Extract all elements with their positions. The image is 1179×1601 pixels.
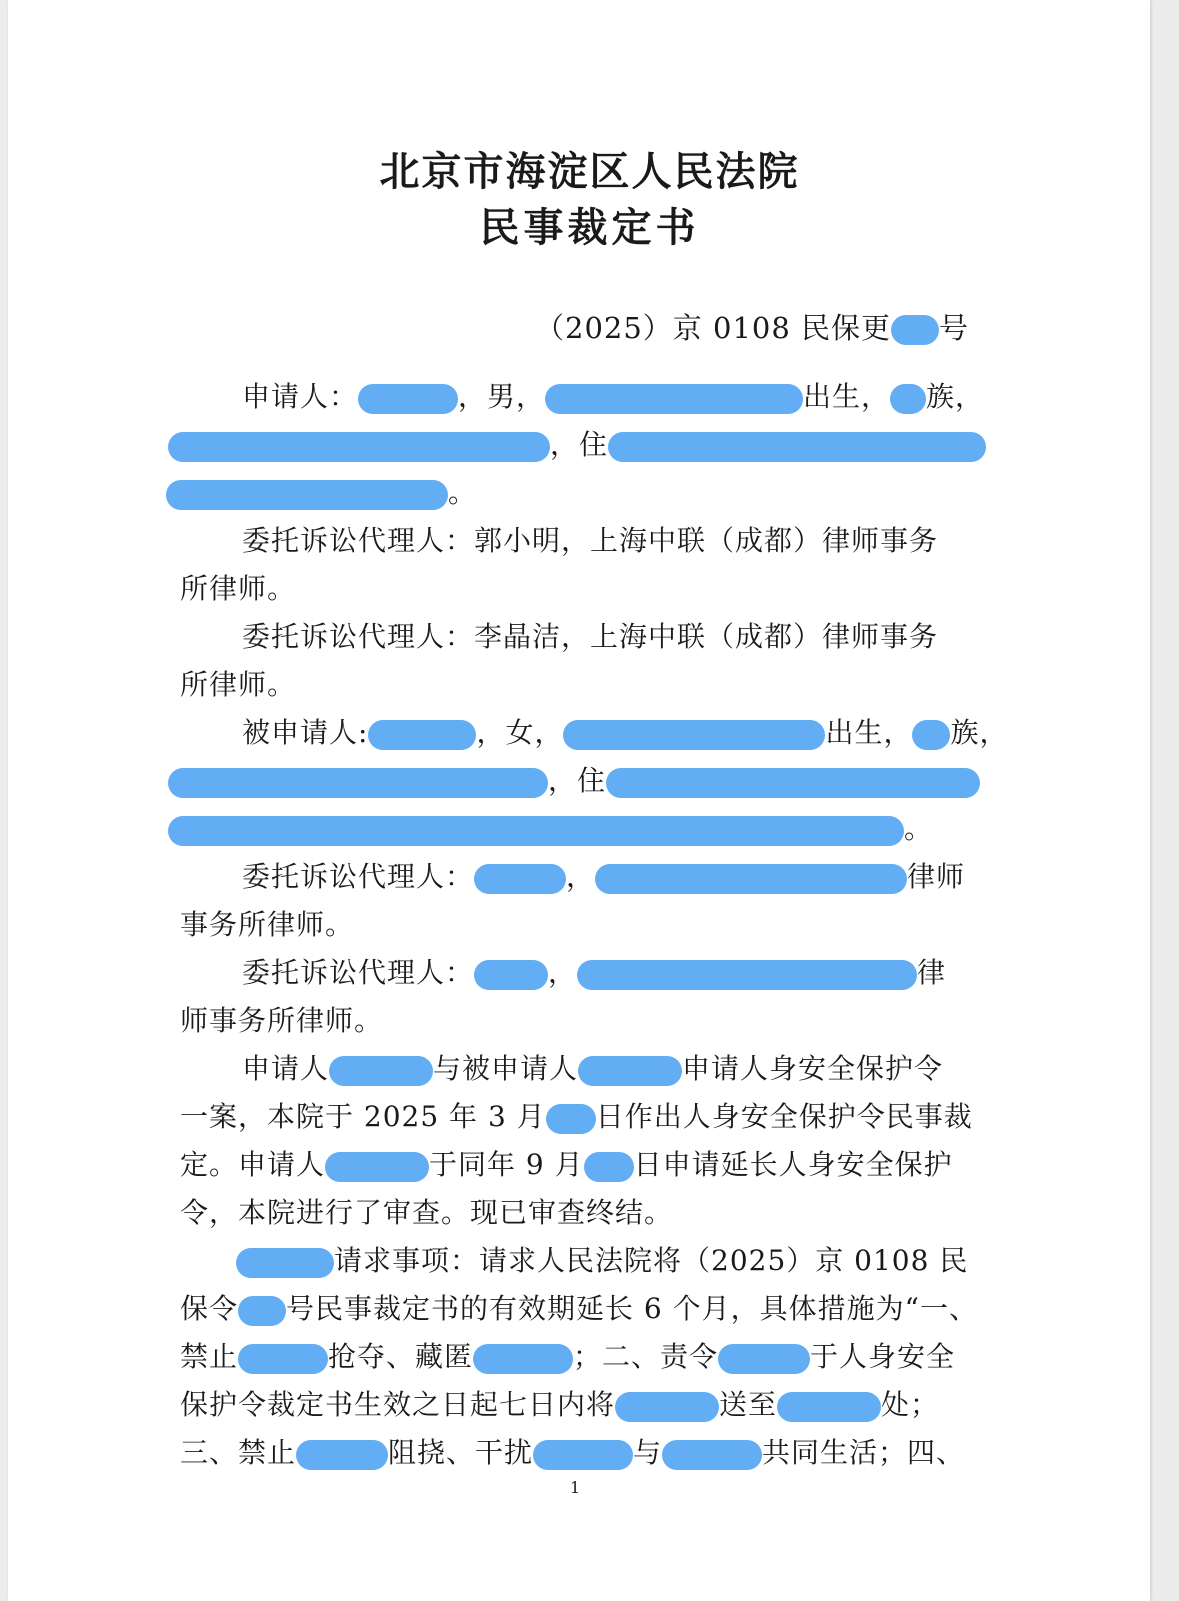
paragraph-1-line-4: 令，本院进行了审查。现已审查终结。 [180,1196,674,1229]
text-segment: 。 [448,476,478,509]
text-segment: 律师 [907,860,966,893]
text-segment: 送至 [719,1388,778,1421]
text-segment: 申请人身安全保护令 [682,1052,944,1085]
text-segment: ， [548,956,578,989]
court-name: 北京市海淀区人民法院 [379,148,800,195]
redaction [777,1392,881,1422]
text-segment: 被申请人: [242,716,369,749]
redaction [890,384,926,414]
redaction [166,480,448,510]
text-segment: 族， [950,716,1009,749]
text-segment: 。 [904,812,934,845]
text-segment: 号民事裁定书的有效期延长 6 个月，具体措施为“一、 [286,1292,978,1325]
text-segment: 抢夺、藏匿 [328,1340,474,1373]
text-segment: 一案，本院于 2025 年 3 月 [180,1100,546,1133]
redaction [546,1104,596,1134]
case-number-suffix: 号 [939,311,970,345]
agent-4-line-2: 师事务所律师。 [180,1004,384,1037]
text-segment: 与 [633,1436,663,1469]
text-segment: ，住 [550,428,609,461]
text-segment: 委托诉讼代理人： [242,860,475,893]
text-segment: 日作出人身安全保护令民事裁 [595,1100,973,1133]
text-segment: ，女， [476,716,564,749]
applicant-line-2 [168,428,986,462]
redaction [168,816,904,846]
paragraph-2-line-3 [180,1340,955,1374]
text-segment: ，男， [458,380,546,413]
redaction [238,1344,328,1374]
text-segment: 于人身安全 [810,1340,956,1373]
text-segment: 保护令裁定书生效之日起七日内将 [180,1388,616,1421]
redaction [615,1392,719,1422]
redaction [473,1344,573,1374]
text-segment: 律 [917,956,947,989]
respondent-line-2 [168,764,980,798]
agent-4-line-1 [242,956,946,990]
redaction [563,720,825,750]
text-segment: 出生， [803,380,891,413]
paragraph-1-line-2 [180,1100,973,1134]
redaction [662,1440,762,1470]
paragraph-2-line-2 [180,1292,978,1326]
text-segment: 日申请延长人身安全保护 [633,1148,953,1181]
paragraph-2-line-1 [236,1244,968,1278]
page-number: 1 [570,1478,581,1497]
redaction [584,1152,634,1182]
text-segment: 保令 [180,1292,239,1325]
case-number-prefix: （2025）京 0108 民保更 [535,311,892,345]
redaction [325,1152,429,1182]
respondent-line-3 [168,812,933,846]
text-segment: 于同年 9 月 [429,1148,584,1181]
document-title: 民事裁定书 [479,204,700,251]
text-segment: 定。申请人 [180,1148,326,1181]
text-segment: ， [566,860,596,893]
redaction [912,720,950,750]
redaction [168,768,548,798]
redaction [296,1440,388,1470]
redaction [606,768,980,798]
case-number [535,306,969,347]
text-segment: 出生， [825,716,913,749]
redaction [329,1056,433,1086]
text-segment: 请求事项：请求人民法院将（2025）京 0108 民 [334,1244,969,1277]
text-segment: 与被申请人 [433,1052,579,1085]
redaction [168,432,550,462]
paragraph-1-line-3 [180,1148,953,1182]
text-segment: 委托诉讼代理人： [242,956,475,989]
redaction [533,1440,633,1470]
redaction [474,864,566,894]
agent-2-line-2: 所律师。 [180,668,297,701]
paragraph-1-line-1 [242,1052,943,1086]
redaction [718,1344,810,1374]
applicant-line-3 [166,476,477,510]
text-segment: 共同生活；四、 [762,1436,966,1469]
agent-3-line-1 [242,860,965,894]
agent-2-line-1: 委托诉讼代理人：李晶洁，上海中联（成都）律师事务 [242,620,939,653]
redaction [358,384,458,414]
redaction [368,720,476,750]
redaction [474,960,548,990]
text-segment: 阻挠、干扰 [388,1436,534,1469]
redaction [236,1248,334,1278]
redaction [595,864,907,894]
applicant-line-1 [242,380,984,414]
redaction [238,1296,286,1326]
paragraph-2-line-4 [180,1388,939,1422]
text-segment: 禁止 [180,1340,239,1373]
redaction [545,384,803,414]
redaction [577,960,917,990]
paragraph-2-line-5 [180,1436,965,1470]
text-segment: 三、禁止 [180,1436,297,1469]
agent-3-line-2: 事务所律师。 [180,908,355,941]
agent-1-line-1: 委托诉讼代理人：郭小明，上海中联（成都）律师事务 [242,524,939,557]
respondent-line-1 [242,716,1008,750]
text-segment: ，住 [548,764,607,797]
redaction [608,432,986,462]
text-segment: 申请人 [242,1052,330,1085]
agent-1-line-2: 所律师。 [180,572,297,605]
text-segment: 申请人： [242,380,359,413]
text-segment: ；二、责令 [573,1340,719,1373]
redaction [578,1056,682,1086]
text-segment: 处； [881,1388,940,1421]
text-segment: 族， [926,380,985,413]
redaction [891,315,939,345]
